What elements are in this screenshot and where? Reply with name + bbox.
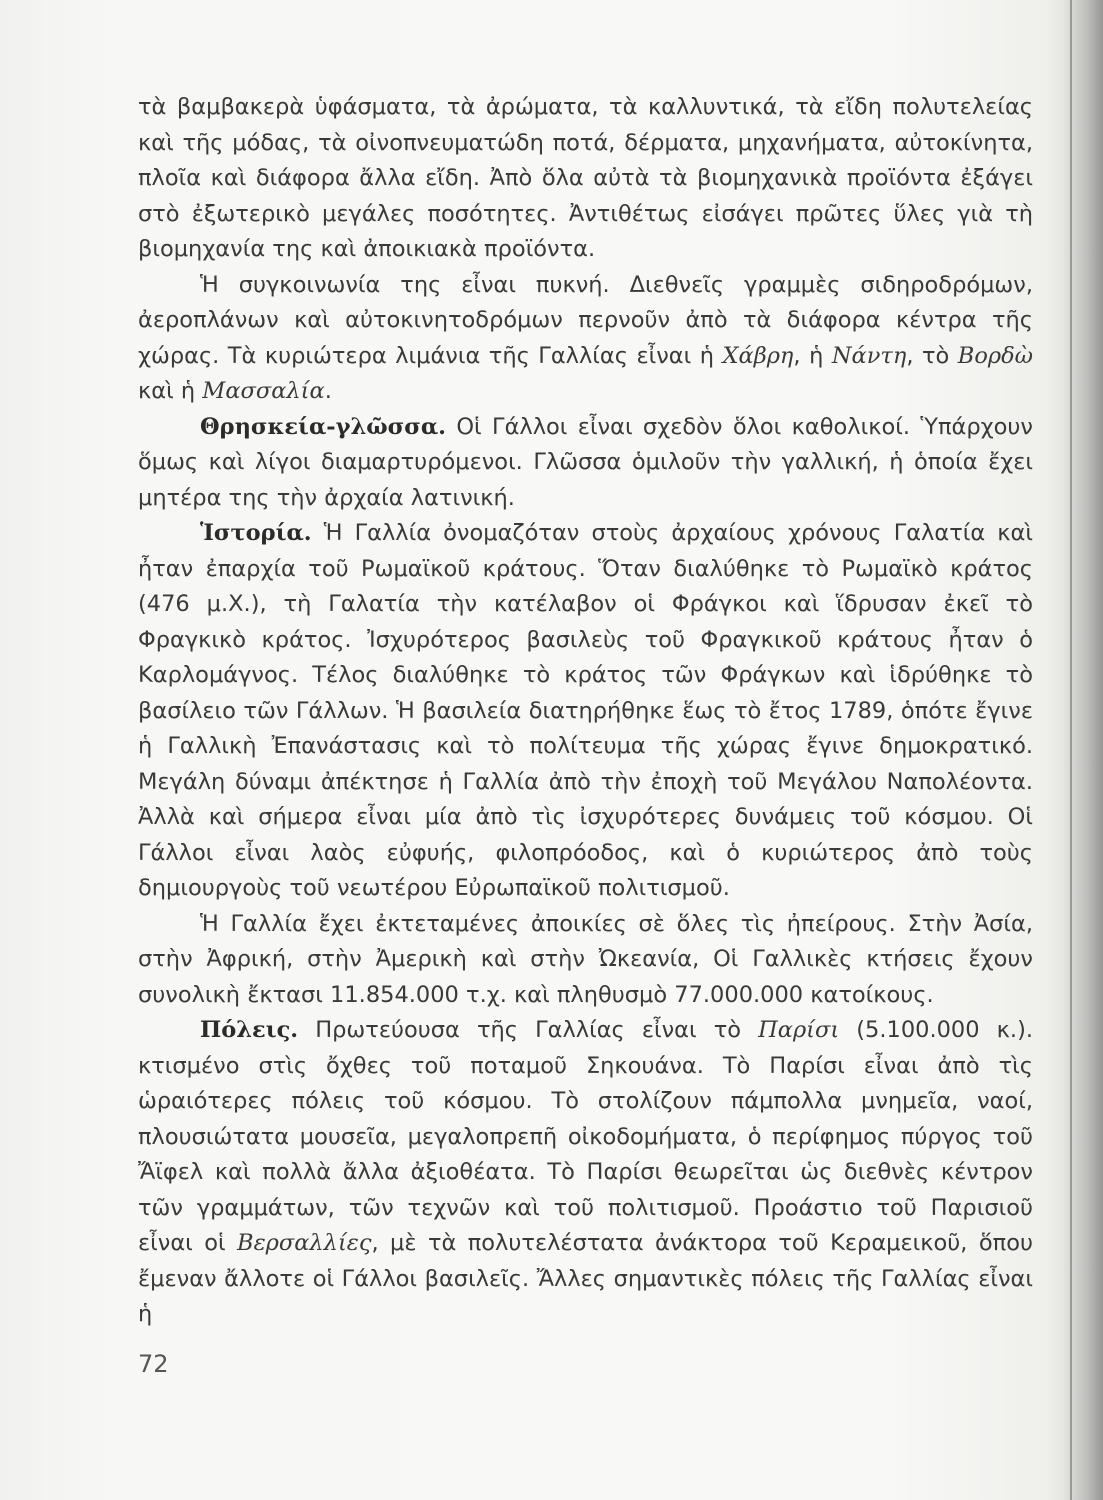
city-paris: Παρίσι xyxy=(758,1017,840,1043)
paragraph-cities: Πόλεις. Πρωτεύουσα τῆς Γαλλίας εἶναι τὸ Παρίσι (5.100.000 κ.). κτισμένο στὶς ὄχθες τοῦ ποταμοῦ Σηκουάνα. Τὸ Παρίσι εἶναι ἀπὸ τὶς ὡραιότερες πόλεις τοῦ κόσμου. Τὸ στολίζουν πάμπολλα μνημεῖα, ναοί, πλουσιώτατα μουσεῖα, μεγαλοπρεπῆ οἰκοδομήματα, ὁ περίφημος πύργος τοῦ Ἄϊφελ καὶ πολλὰ ἄλλα ἀξιοθέατα. Τὸ Παρίσι θεωρεῖται ὡς διεθνὲς κέντρον τῶν γραμμάτων, τῶν τεχνῶν καὶ τοῦ πολιτισμοῦ. Προάστιο τοῦ Παρισιοῦ εἶναι οἱ Βερσαλλίες, μὲ τὰ πολυτελέστατα ἀνάκτορα τοῦ Κεραμεικοῦ, ὅπου ἔμεναν ἄλλοτε οἱ Γάλλοι βασιλεῖς. Ἄλλες σημαντικὲς πόλεις τῆς Γαλλίας εἶναι ἡ xyxy=(138,1017,1033,1327)
port-le-havre: Χάβρη xyxy=(722,342,794,369)
page-edge-shadow xyxy=(1063,0,1103,1500)
page-number: 72 xyxy=(138,1350,169,1378)
paragraph-colonies: Ἡ Γαλλία ἔχει ἐκτεταμένες ἀποικίες σὲ ὅλες τὶς ἠπείρους. Στὴν Ἀσία, στὴν Ἀφρική, στὴν Ἀμερικὴ καὶ στὴν Ὠκεανία, Οἱ Γαλλικὲς κτήσεις ἔχουν συνολικὴ ἔκτασι 11.854.000 τ.χ. καὶ πληθυσμὸ 77.000.000 κατοίκους. xyxy=(138,910,1033,1008)
section-heading-religion: Θρησκεία-γλῶσσα. xyxy=(200,413,446,440)
port-marseille: Μασσαλία xyxy=(202,378,325,404)
section-heading-history: Ἱστορία. xyxy=(200,520,312,546)
paragraph-history: Ἱστορία. Ἡ Γαλλία ὀνομαζόταν στοὺς ἀρχαίους χρόνους Γαλατία καὶ ἦταν ἐπαρχία τοῦ Ρωμαϊκοῦ κράτους. Ὅταν διαλύθηκε τὸ Ρωμαϊκὸ κράτος (476 μ.Χ.), τὴ Γαλατία τὴν κατέλαβον οἱ Φράγκοι καὶ ἵδρυσαν ἐκεῖ τὸ Φραγκικὸ κράτος. Ἰσχυρότερος βασιλεὺς τοῦ Φραγκικοῦ κράτους ἦταν ὁ Καρλομάγνος. Τέλος διαλύθηκε τὸ κράτος τῶν Φράγκων καὶ ἱδρύθηκε τὸ βασίλειο τῶν Γάλλων. Ἡ βασιλεία διατηρήθηκε ἕως τὸ ἔτος 1789, ὁπότε ἔγινε ἡ Γαλλικὴ Ἐπανάστασις καὶ τὸ πολίτευμα τῆς χώρας ἔγινε δημοκρατικό. Μεγάλη δύναμι ἀπέκτησε ἡ Γαλλία ἀπὸ τὴν ἐποχὴ τοῦ Μεγάλου Ναπολέοντα. Ἀλλὰ καὶ σήμερα εἶναι μία ἀπὸ τὶς ἰσχυρότερες δυνάμεις τοῦ κόσμου. Οἱ Γάλλοι εἶναι λαὸς εὐφυής, φιλοπρόοδος, καὶ ὁ κυριώτερος ἀπὸ τοὺς δημιουργοὺς τοῦ νεωτέρου Εὐρωπαϊκοῦ πολιτισμοῦ. xyxy=(138,520,1033,901)
paragraph-industry: τὰ βαμβακερὰ ὑφάσματα, τὰ ἀρώματα, τὰ καλλυντικά, τὰ εἴδη πολυτελείας καὶ τῆς μόδας, τὰ οἰνοπνευματώδη ποτά, δέρματα, μηχανήματα, αὐτοκίνητα, πλοῖα καὶ διάφορα ἄλλα εἴδη. Ἀπὸ ὅλα αὐτὰ τὰ βιομηχανικὰ προϊόντα ἐξάγει στὸ ἐξωτερικὸ μεγάλες ποσότητες. Ἀντιθέτως εἰσάγει πρῶτες ὕλες γιὰ τὴ βιομηχανία της καὶ ἀποικιακὰ προϊόντα. xyxy=(138,94,1033,262)
port-nantes: Νάντη xyxy=(831,342,907,369)
paragraph-transport: Ἡ συγκοινωνία της εἶναι πυκνή. Διεθνεῖς γραμμὲς σιδηροδρόμων, ἀεροπλάνων καὶ αὐτοκινητοδρόμων περνοῦν ἀπὸ τὰ διάφορα κέντρα τῆς χώρας. Τὰ κυριώτερα λιμάνια τῆς Γαλλίας εἶναι ἡ Χάβρη, ἡ Νάντη, τὸ Βορδὼ καὶ ἡ Μασσαλία. xyxy=(138,271,1033,404)
paragraph-religion-language: Θρησκεία-γλῶσσα. Οἱ Γάλλοι εἶναι σχεδὸν ὅλοι καθολικοί. Ὑπάρχουν ὅμως καὶ λίγοι διαμαρτυρόμενοι. Γλῶσσα ὁμιλοῦν τὴν γαλλική, ἡ ὁποία ἔχει μητέρα της τὴν ἀρχαία λατινική. xyxy=(138,413,1033,511)
body-text xyxy=(138,90,1033,1333)
section-heading-cities: Πόλεις. xyxy=(200,1017,299,1043)
port-bordeaux: Βορδὼ xyxy=(957,342,1033,369)
page-edge-line xyxy=(1070,0,1072,1500)
city-versailles: Βερσαλλίες xyxy=(237,1230,372,1256)
